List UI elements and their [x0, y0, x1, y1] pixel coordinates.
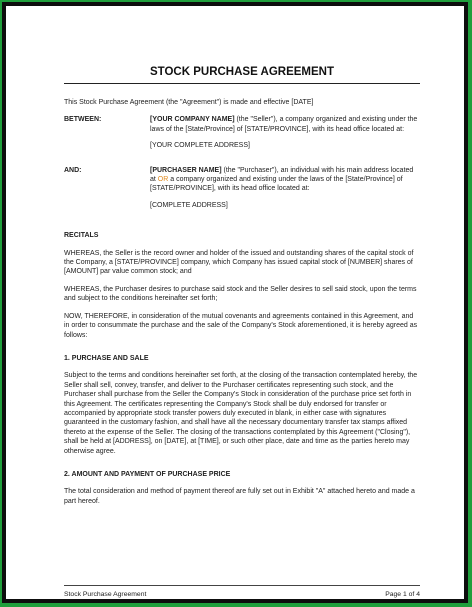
- recitals-paragraph-1: WHEREAS, the Seller is the record owner and holder of the issued and outstanding shares of the capital stock of the Company, a [STATE/PROVINCE] company, which Company has issued capital stock of [NUMBER] shares of [AMOUNT] par value common stock; and: [64, 249, 414, 276]
- party-and: [64, 166, 420, 218]
- footer-document-name: Stock Purchase Agreement: [64, 591, 147, 598]
- between-label: BETWEEN:: [64, 116, 102, 124]
- purchaser-address: [COMPLETE ADDRESS]: [150, 201, 228, 209]
- recitals-heading: RECITALS: [64, 232, 99, 240]
- page-footer: [64, 585, 420, 598]
- and-body: [150, 166, 420, 218]
- document-page: [6, 6, 464, 599]
- between-description: [150, 115, 420, 134]
- seller-text: (the "Seller"), a company organized and existing under the laws of the [State/Province] of [STATE/PROVINCE], with its head office located at:: [150, 116, 418, 133]
- or-highlight: OR: [157, 176, 169, 184]
- document-content: [64, 66, 420, 514]
- purchaser-name: [PURCHASER NAME]: [150, 166, 222, 174]
- between-body: [150, 115, 420, 157]
- seller-address: [YOUR COMPLETE ADDRESS]: [150, 142, 250, 150]
- recitals-paragraph-2: WHEREAS, the Purchaser desires to purchase said stock and the Seller desires to sell said stock, upon the terms and subject to the conditions hereinafter set forth;: [64, 285, 417, 303]
- seller-name: [YOUR COMPANY NAME]: [150, 116, 235, 124]
- party-between: [64, 115, 420, 157]
- footer-page-number: Page 1 of 4: [385, 591, 420, 598]
- and-description: [150, 166, 420, 194]
- document-frame: [2, 2, 468, 603]
- section-1-heading: 1. PURCHASE AND SALE: [64, 354, 149, 362]
- section-1-text: Subject to the terms and conditions hereinafter set forth, at the closing of the transaction contemplated hereby, the Seller shall sell, convey, transfer, and deliver to the Purchaser certificates representing such stock, and the Purchaser shall purchase from the Seller the Company's Stock in consideration of the purchase price set forth in this Agreement. The certificates representing the Company's Stock shall be duly endorsed for transfer or accompanied by appropriate stock transfer powers duly executed in blank, in either case with signatures guaranteed in the customary fashion, and shall have all the necessary documentary transfer tax stamps affixed thereto at the expense of the Seller. The closing of the transactions contemplated by this Agreement ("Closing"), shall be held at [ADDRESS], on [DATE], at [TIME], or such other place, date and time as the parties hereto may otherwise agree.: [64, 372, 418, 455]
- intro-paragraph: This Stock Purchase Agreement (the "Agreement") is made and effective [DATE]: [64, 99, 314, 106]
- purchaser-text-b: a company organized and existing under the laws of the [State/Province] of [STATE/PROVINCE], with its head office located at:: [150, 176, 403, 193]
- document-title: STOCK PURCHASE AGREEMENT: [149, 66, 335, 78]
- purchaser-text-a: (the "Purchaser"), an individual with his main address located at: [150, 166, 414, 184]
- section-2-text: The total consideration and method of payment thereof are fully set out in Exhibit "A" attached hereto and made a part hereof.: [64, 488, 415, 505]
- title-rule: [64, 83, 420, 84]
- recitals-paragraph-3: NOW, THEREFORE, in consideration of the mutual covenants and agreements contained in this Agreement, and in order to consummate the purchase and the sale of the Company's Stock aforementioned, it is hereby agreed as follows:: [64, 312, 418, 339]
- and-label: AND:: [64, 166, 82, 174]
- section-2-heading: 2. AMOUNT AND PAYMENT OF PURCHASE PRICE: [64, 470, 231, 478]
